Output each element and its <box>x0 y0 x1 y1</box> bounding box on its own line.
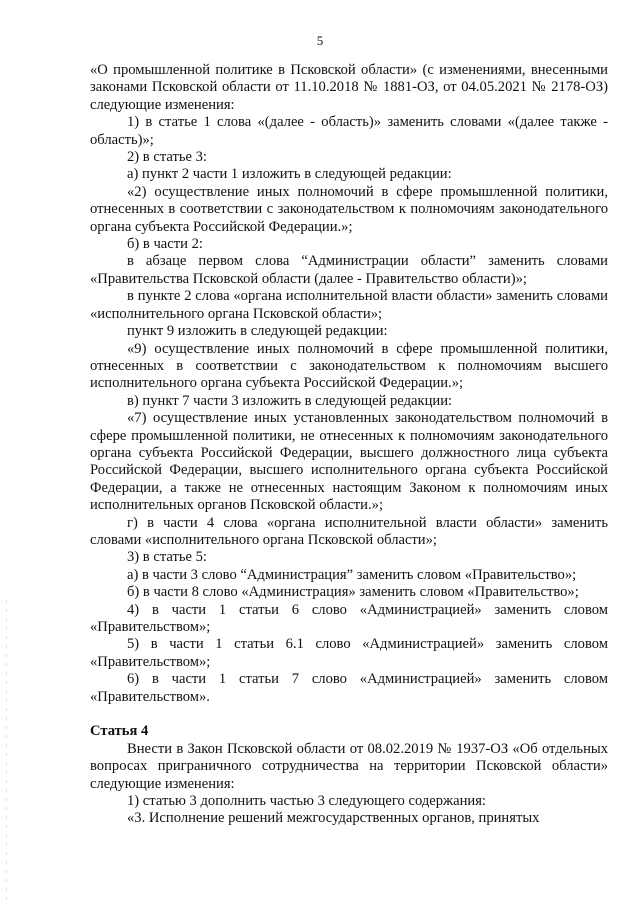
paragraph-item-2v: в) пункт 7 части 3 изложить в следующей редакции: <box>127 392 453 409</box>
paragraph-item-3b: б) в части 8 слово «Администрация» заменить словом «Правительство»; <box>127 584 579 601</box>
paragraph-item-6: 6) в части 1 статьи 7 слово «Администрацией» заменить словом «Правительством». <box>90 671 608 705</box>
paragraph-article-4-quote: «3. Исполнение решений межгосударственных органов, принятых <box>127 810 540 827</box>
paragraph-intro: «О промышленной политике в Псковской области» (с изменениями, внесенными законами Псковской области от 11.10.2018 № 1881-ОЗ, от 04.05.2021 № 2178-ОЗ) следующие изменения: <box>90 62 608 113</box>
scan-edge-artifact <box>6 600 7 900</box>
paragraph-quote-2: «2) осуществление иных полномочий в сфере промышленной политики, отнесенных в соответствии с законодательством к полномочиям законодательного органа субъекта Российской Федерации.»; <box>90 183 608 235</box>
paragraph-punkt-2: в пункте 2 слова «органа исполнительной власти области» заменить словами «исполнительного органа Псковской области»; <box>90 288 608 322</box>
paragraph-item-1: 1) в статье 1 слова «(далее - область)» заменить словами «(далее также - область)»; <box>90 114 608 148</box>
paragraph-quote-9: «9) осуществление иных полномочий в сфере промышленной политики, отнесенных в соответствии с законодательством к полномочиям высшего исполнительного органа субъекта Российской Федерации.»; <box>90 340 608 392</box>
paragraph-item-3a: а) в части 3 слово “Администрация” заменить словом «Правительство»; <box>127 566 577 583</box>
document-body <box>90 62 608 828</box>
paragraph-item-2: 2) в статье 3: <box>127 149 207 166</box>
paragraph-article-4-intro: Внести в Закон Псковской области от 08.02.2019 № 1937-ОЗ «Об отдельных вопросах приграничного сотрудничества на территории Псковской области» следующие изменения: <box>90 740 608 792</box>
paragraph-punkt-9: пункт 9 изложить в следующей редакции: <box>127 323 388 340</box>
paragraph-item-2b: б) в части 2: <box>127 236 203 253</box>
paragraph-item-5: 5) в части 1 статьи 6.1 слово «Администрацией» заменить словом «Правительством»; <box>90 636 608 670</box>
paragraph-item-2a: а) пункт 2 части 1 изложить в следующей редакции: <box>127 166 452 183</box>
paragraph-item-3: 3) в статье 5: <box>127 549 207 566</box>
paragraph-abzac-first: в абзаце первом слова “Администрации области” заменить словами «Правительства Псковской области (далее - Правительство области)»; <box>90 253 608 287</box>
paragraph-article-4-item-1: 1) статью 3 дополнить частью 3 следующего содержания: <box>127 793 486 810</box>
paragraph-item-4: 4) в части 1 статьи 6 слово «Администрацией» заменить словом «Правительством»; <box>90 601 608 635</box>
page-number: 5 <box>316 33 324 48</box>
article-heading: Статья 4 <box>90 723 149 740</box>
paragraph-item-2g: г) в части 4 слова «органа исполнительной власти области» заменить словами «исполнительного органа Псковской области»; <box>90 514 608 548</box>
paragraph-quote-7: «7) осуществление иных установленных законодательством полномочий в сфере промышленной политики, не отнесенных к полномочиям законодательного органа субъекта Российской Федерации, высшего должностного лица субъекта Российской Федерации, высшего исполнительного органа субъекта Российской Федерации, а также не отнесенных настоящим Законом к полномочиям иных исполнительных органов Псковской области.»; <box>90 410 608 514</box>
